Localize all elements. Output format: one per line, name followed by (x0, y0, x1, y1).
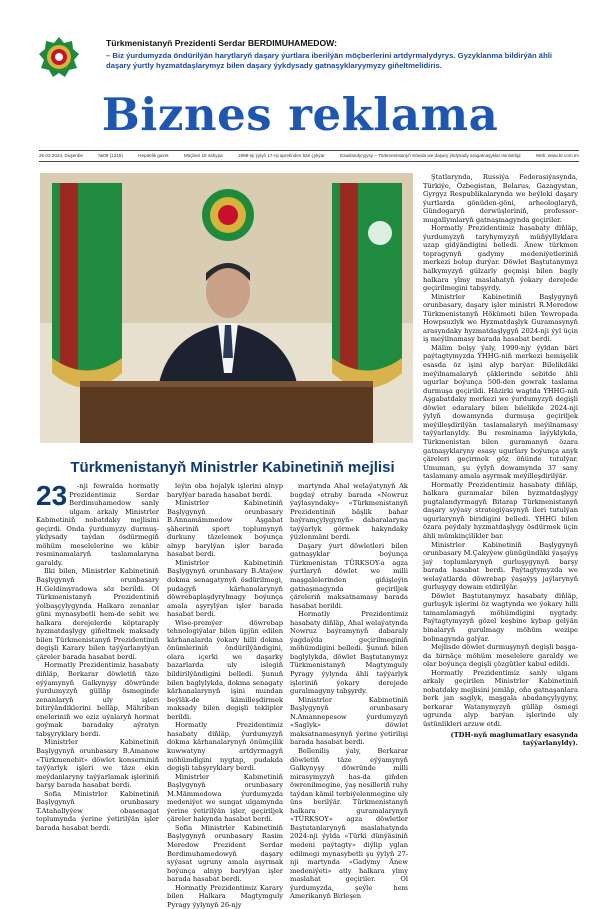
strip-issue: №09 (1316) (98, 153, 123, 158)
strip-pages: Möçberi 16 sahypa (183, 153, 223, 158)
paragraph: Hormatly Prezidentimiz hasabaty diňläp, ýurdumyzyň dokma kärhanalarynyň önümçilik kuwwatyny artdyrmagyň möhümdigini nygtap, pudakda degişli tabşyryklary berdi. (167, 721, 283, 773)
article-column-1 (36, 482, 159, 836)
paragraph: Ştatlarynda, Russiýa Federasiýasynda, Türkiýe, Özbegistan, Belarus, Gazagystan, Gyrgyz Respublikalarynda we beýleki daşary ýurtlarda gönüden-göni, arheologlaryň, Gündogaryň derwüşleriniň, professor-mugallymlaryň gatnaşmagynda geçiriler. (423, 173, 578, 224)
paragraph: Hormatly Prezidentimiz Karary bilen Halkara Magtymguly Pyragy ýylynyň 26-njy (167, 883, 283, 909)
paragraph: Sofia Ministrler Kabinetiniň Başlygynyň orunbasary Rasim Meredow Prezident Serdar Berdimuhamedowyň daşary syýasat ugruny amala aşyrmak boýunça alnyp barylýan işler barada hasabat berdi. (167, 823, 283, 884)
strip-founder: Esaslandyryjysy – Türkmenistanyň Söwda we daşary ýkdysady aragatnaşyklar ministrligi (340, 153, 521, 158)
paragraph: Ministrler Kabinetiniň Başlygynyň orunbasary B.Ataýew dokma senagatynyň ösdürilmegi, pudagyň kärhanalarynyň döwrebaplaşdyrylmagy boýunça amala aşyrylýan işler barada hasabat berdi. (167, 558, 283, 619)
paragraph: Ministrler Kabinetiniň Başlygynyň orunbasary M.Çakyýew günügündäki ýaşaýyş jaý toplumlarynyň gurluşygynyň barşy barada hasabat berdi. Paýtagtymyzda we welaýatlarda döwrebap ýaşaýyş jaýlarynyň gurluşygy dowam etdirilýär. (423, 540, 578, 592)
paragraph: Mejlisde döwlet durmuşynyň degişli başga-da birnäçe möhüm meselelere garaldy we olar boýunça degişli çözgütler kabul edildi. (423, 643, 578, 669)
paragraph: Mälim bolşy ýaly, 1999-njy ýyldan bäri paýtagtymyzda ÝHHG-niň merkezi hemişelik esasda öz işini alyp barýar. Bilelikdäki meýilnamalaryň çäklerinde sebitde ähli ugurlar boýunça 500-den gowrak taslama durmuşa geçirildi. Häzirki wagtda ÝHHG-niň Aşgabatdaky merkezi we ýurdumyzyň degişli döwlet edaralary bilen bilelikde 2024-nji ýylyň dowamynda durmuşa geçiriljek meýilleşdirilýän taslamalaryň meýilnamasy taýýarlanyldy. Bu resminama laýyklykda, Türkmenistan bilen guramanyň özara gatnaşyklaryny esasy ugurlary boýunça anyk çäreleri geçirmek göz öňünde tutulýar. Umuman, şu ýylyň dowamynda 37 sany taslamany amala aşyrmak meýilleşdirilýär. (423, 343, 578, 481)
president-cabinet-meeting-photo (40, 173, 413, 443)
paragraph: Belleniliş ýaly, Berkarar döwletiň täze eýýamynyň Galkynyşy döwründe milli mirasymyzyň has-da giňden öwrenilmegine, ýaş nesilleriň ruhy taýdan kämil terbiýelenmegine uly üns berilýär. Türkmenistanyň halkara guramalarynyň «TÜRKSOY» agza döwletler Baştutanlarynyň maslahatynda 2024-nji ýylda «Türki dünýäsiniň medeni paýtagty» diýlip yglan edilmegi mynasybetli şu ýylyň 27-nji martynda «Gadymy Änew medeniýeti» atly halkara ylmy maslahat geçiriler. Ol ýurdumyzda, şeýle hem Amerikanyň Birleşen (290, 746, 408, 901)
dropcap: 23 (36, 480, 68, 511)
article-column-4 (423, 173, 578, 839)
paragraph: Hormatly Prezidentimiz hasabaty diňläp, Berkarar döwletiň täze eýýamynyň Galkynyşy döwründe ýurdumyzyň gülläp ösmeginde zenanlaryň uly işleri bitirýändiklerini belläp, Mähriban eneleriniň we eziz uýalaryň hormat goýmak baradaky aýratyn tabşyryklary berdi. (36, 661, 159, 738)
paragraph: Hormatly Prezidentimiz sanly ulgam arkaly geçirilen Ministrler Kabinetiniň nobatdaky mejlisini jemläp, oňa gatnaşanlara berk jan saglyk, maşgala abadançylygyny, berkarar Watanymyzyň gülläp ösmegi ugrunda alyp barýan işlerinde uly üstünlikleri arzuw etdi. (423, 668, 578, 728)
source-note: (TDH-nyň maglumatlary esasynda taýýarlanyldy). (450, 730, 578, 748)
paragraph: martynda Ahal welaýatynyň Ak bugdaý etraby barada «Nowruz ýaýlasyndaky» «Türkmenistanyň Prezidentiniň bäşlik bahar baýramçylygynyň» dabaralaryna taýýarlyk görmek hakyndaky ýüzlenmäni berdi. (290, 482, 408, 542)
paragraph: Hormatly Prezidentimiz hasabaty diňläp, halkara guramalar bilen hyzmatdaşlygy pugtalandyrmagyň Bitarap Türkmenistanyň daşary syýasy strategiýasynyň ileri tutulýan ugurlarynyň biridigini belledi. ÝHHG bilen özara peýdaly hyzmatdaşlygy ösdürmek üçin ähli mümkinçilikler bar. (423, 480, 578, 540)
strip-date: 26.02.2024, Duşenbe (39, 153, 83, 158)
paragraph: Daşary ýurt döwletleri bilen gatnaşyklar boýunça Türkmenistan TÜRKSOY-a agza ýurtlaryň döwlet we milli maşgalelerinden giňişleýin gatnaşmagynda geçiriljek çäreleriň maksatnamasy barada hasabat berildi. (290, 541, 408, 610)
header (0, 0, 600, 88)
masthead-title: Biznes reklama (101, 88, 499, 141)
paragraph: leýin oba hojalyk işlerini alnyp barylýar barada hasabat berdi. (167, 482, 283, 499)
photo-illustration (40, 173, 413, 443)
quote-text: – Biz ýurdumyzda öndürilýän harytlaryň daşary ýurtlara iberilýän möçberlerini artdyrmalydyrys. Gyzyklanma bildirýän ähli daşary ýurtly hyzmatdaşlarymyz bilen daşary ýykdysady gatnaşyklaryymyzy giňeltmelidiris. (106, 51, 553, 70)
paragraph: Ministrler Kabinetiniň Başlygynyň orunbasary, daşary işler ministri R.Meredow Türkmenistanyň Hökümeti bilen Ýewropada Howpsuzlyk we Hyzmatdaşlyk Guramasynyň arasyndaky hyzmatdaşlygyň 2024-nji ýyl üçin iş meýilnamasy barada hasabat berdi. (423, 292, 578, 344)
issue-info-strip (39, 150, 579, 162)
article-headline: Türkmenistanyň Ministrler Kabinetiniň mejlisi (70, 459, 395, 476)
paragraph: Sofia Ministrler Kabinetiniň Başlygynyň orunbasary T.Atahallyýew obasenagat toplumynda ýerine ýetirilýän işler barada hasabat berdi. (36, 789, 159, 832)
paragraph: Ministrler Kabinetiniň Başlygynyň orunbasary B.Amanow «Türkmenebit» döwlet konserniniň taýýarlyk işleri we täze ekin meýdanlaryny taýýarlamak işleriniň barşy barada hasabat berdi. (36, 738, 159, 790)
paragraph: Ministrler Kabinetiniň Başlygynyň orunbasary M.Mämmedowa ýurdumyzda medeniýet we sungat ulgamynda ýerine ýetirilýän işler, geçiriljek çäreler hakynda hasabat berdi. (167, 772, 283, 824)
article-column-2 (167, 482, 283, 909)
paragraph: Ministrler Kabinetiniň Başlygynyň orunbasary N.Amannepesow ýurdumyzyň «Saglyk» döwlet maksatnamasynyň ýerine ýetirilişi barada hasabat berdi. (290, 695, 408, 747)
state-emblem-icon (38, 36, 80, 78)
paragraph: Ministrler Kabinetiniň Başlygynyň orunbasary B.Annamämmedow Aşgabat şäheriniň sport toplumynyň durkuny täzelemek boýunça alnyp barylýan işler barada hasabat berdi. (167, 499, 283, 559)
paragraph: Hormatly Prezidentimiz hasabaty diňläp, Ahal welaýatynda Nowruz baýramynyň dabaraly ýagdaýda geçirilmeginiň möhümdigini belledi. Şunuň bilen baglylykda, döwlet Baştutanymyz Türkmenistanyň Magtymguly Pyragy ýylynda ähli taýýarlyk işleriniň ýokary derejede guralmagyny tabşyrdy. (290, 610, 408, 696)
paragraph: -nji fewralda hormatly Prezidentimiz Serdar Berdimuhamedow sanly ulgam arkaly Ministrler Kabinetiniň nobatdaky mejlisini geçirdi. Onda ýurdumyzy durmuş-ykdysady taýdan ösdürmegiň möhüm meselelerine we käbir resminamalaryň taslamalaryna garaldy. (36, 482, 159, 567)
strip-since: 1998-nji ýylyň 17-nji aprelinden bäri çykýar (238, 153, 325, 158)
article-column-3 (290, 482, 408, 901)
paragraph: Döwlet Baştutanymyz hasabaty diňläp, gurluşyk işlerini öz wagtynda we ýokary hilli tamamlamagyň möhümdigini nygtady. Paýtagtymyzyň gözel keşbine kybap gelýän binalaryň gurulmagy möhüm wezipe bolmagynda galýar. (423, 591, 578, 643)
quote-author: Türkmenistanyň Prezidenti Serdar BERDIMUHAMEDOW: (106, 38, 337, 48)
paragraph: Wise-premýer döwrebap tehnologiýalar bilen üpjün edilen kärhanalarda ýokary hilli dokma önümleriniň öndürilýändigini, olara içerki we daşarky bazarlarda uly islegiň bildirilýändigini belledi. Şunuň bilen baglylykda, dokma senagaty kärhanalarynyň işini mundan beýläk-de kämilleşdirmek maksady bilen degişli teklipler berildi. (167, 618, 283, 721)
paragraph: Hormatly Prezidentimiz hasabaty diňläp, ýurdumyzyň taryhymyzyň müňýyllyklara uzap gidýändigini belledi. Änew türkmen topragynyň gadymy medeniýetleriniň merkezi bolup durýar. Döwlet Baştutanymyz halkymyzyň gülzarly geçmişi bilen bagly halkara ylmy maslahatyň ýokary derejede geçirilmegini tabşyrdy. (423, 224, 578, 293)
strip-type: Hepdelik gazet (138, 153, 169, 158)
strip-web: Web: www.br.com.tm (535, 153, 579, 158)
paragraph: Ilki bilen, Ministrler Kabinetiniň Başlygynyň orunbasary H.Geldimyradowa söz berildi. Ol Türkmenistanyň Prezidentiniň ýolbaşçylygynda Halkara zenanlar güni mynasybetli hem-de sebit we halkara derejelerde köptaraply hyzmatdaşlygy giňeltmek maksady bilen Türkmenistanyň Prezidentiniň degişli Karary bilen taýýarlanylýan çäreler barada hasabat berdi. (36, 567, 159, 661)
